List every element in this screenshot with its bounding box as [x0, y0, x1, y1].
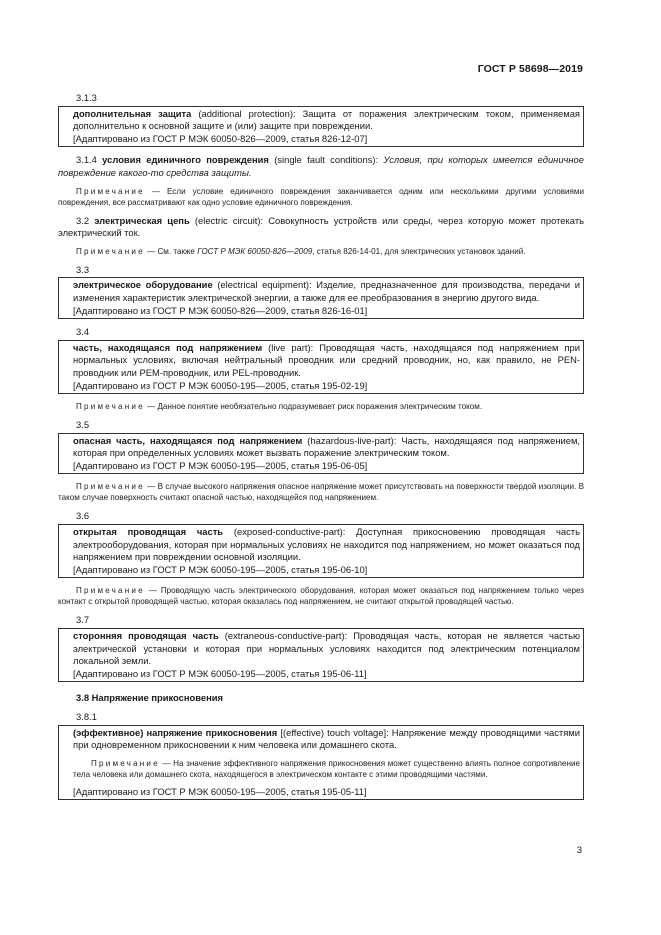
note-text: — Проводящую часть электрического оборудования, которая может оказаться под напряжением только через контакт с открытой проводящей частью, которая оказалась под напряжением, не считают открытой проводящей частью. [58, 586, 584, 607]
note-label: Примечание [76, 586, 145, 596]
term-box [58, 524, 584, 578]
note-text: , статья 826-14-01, для электрических установок зданий. [312, 246, 526, 256]
note [73, 758, 580, 780]
source-reference: [Адаптировано из ГОСТ Р МЭК 60050-195—2005, статья 195-06-11] [73, 667, 367, 679]
definition: (extraneous-conductive-part): Проводящая часть, которая не является частью электрической установки и которая при нормальных условиях находится под электрическим потенциалом локальной земли. [73, 630, 580, 667]
term: электрическая цепь [94, 214, 190, 226]
page-number: 3 [576, 845, 582, 856]
term: условия единичного повреждения [102, 154, 269, 166]
entry-number: 3.1.4 [76, 154, 97, 166]
term: открытая проводящая часть [73, 526, 224, 538]
term: опасная часть, находящаяся под напряжением [73, 434, 303, 446]
entry-number: 3.7 [76, 614, 90, 626]
note-text: — На значение эффективного напряжения прикосновения может существенно влиять полное сопротивление тела человека или домашнего скота, находящегося в электрическом контакте с этими проводящими частями. [73, 758, 580, 779]
entry-number: 3.6 [76, 510, 90, 522]
note [58, 246, 584, 257]
term-box [58, 725, 584, 801]
note [58, 401, 584, 412]
note-text: — В случае высокого напряжения опасное напряжение может присутствовать на поверхности твердой изоляции. В таком случае поверхность считают опасной частью, находящейся под напряжением. [58, 482, 584, 503]
term-paragraph [58, 154, 584, 179]
note [58, 585, 584, 607]
note-reference: ГОСТ Р МЭК 60050-826—2009 [197, 246, 313, 256]
entry-number: 3.5 [76, 419, 90, 431]
note-label: Примечание [91, 758, 160, 768]
term-box [58, 277, 584, 319]
note-text: — См. также [144, 246, 198, 256]
source-reference: [Адаптировано из ГОСТ Р МЭК 60050-826—2009, статья 826-12-07] [73, 132, 368, 144]
standard-header: ГОСТ Р 58698—2019 [477, 63, 583, 75]
definition: Условия, при которых имеется единичное повреждение какого-то средства защиты. [58, 154, 584, 178]
source-reference: [Адаптировано из ГОСТ Р МЭК 60050-195—2005, статья 195-06-10] [73, 563, 368, 575]
term-box [58, 433, 584, 475]
term-paragraph [58, 215, 584, 240]
term-box [58, 628, 584, 682]
note-label: Примечание [76, 402, 145, 412]
definition: (hazardous-live-part): Часть, находящаяся под напряжением, которая при определенных условиях может вызвать поражение электрическим током. [73, 434, 581, 459]
note [58, 186, 584, 208]
definition: (electric circuit): Совокупность устройств или среды, через которую может протекать электрический ток. [58, 214, 584, 239]
entry-number: 3.8.1 [76, 711, 97, 722]
definition: (live part): Проводящая часть, находящаяся под напряжением при нормальных условиях, включая нейтральный проводник или средний проводник, но, как правило, не PEN-проводник или PEM-проводник, или PEL-проводник. [73, 341, 580, 378]
note-text: — Если условие единичного повреждения заканчивается одним или несколькими другими условиями повреждения, все рассматривают как одно условие единичного повреждения. [58, 186, 584, 207]
source-reference: [Адаптировано из ГОСТ Р МЭК 60050-826—2009, статья 826-16-01] [73, 304, 368, 316]
note-label: Примечание [76, 482, 145, 492]
source-reference: [Адаптировано из ГОСТ Р МЭК 60050-195—2005, статья 195-02-19] [73, 379, 368, 391]
page-content [58, 92, 584, 807]
definition: (exposed-conductive-part): Доступная прикосновению проводящая часть электрооборудования, которая при нормальных условиях не находится под напряжением, но может оказаться под напряжением при повреждении основной изоляции. [73, 526, 580, 563]
term: дополнительная защита [73, 107, 192, 119]
english-term: (single fault conditions): [268, 154, 384, 166]
entry-number: 3.2 [76, 214, 90, 226]
note-label: Примечание [76, 246, 145, 256]
note-text: — Данное понятие необязательно подразумевает риск поражения электрическим током. [144, 402, 483, 412]
definition: (additional protection): Защита от поражения электрическим током, применяемая дополнительно к основной защите и (или) защите при повреждении. [73, 107, 580, 132]
entry-number: 3.4 [76, 326, 90, 338]
term-box [58, 106, 584, 148]
source-reference: [Адаптировано из ГОСТ Р МЭК 60050-195—2005, статья 195-06-05] [73, 459, 368, 471]
term-box [58, 340, 584, 394]
definition: [(effective) touch voltage]: Напряжение между проводящими частями при одновременном прикосновении к ним человека или домашнего скота. [73, 726, 580, 751]
term: сторонняя проводящая часть [73, 630, 219, 642]
section-heading: 3.8 Напряжение прикосновения [76, 692, 224, 704]
entry-number: 3.3 [76, 263, 90, 275]
note-label: Примечание [76, 186, 145, 196]
term: электрическое оборудование [73, 279, 213, 291]
source-reference: [Адаптировано из ГОСТ Р МЭК 60050-195—2005, статья 195-05-11] [73, 785, 367, 797]
note [58, 481, 584, 503]
definition: (electrical equipment): Изделие, предназначенное для производства, передачи и изменения характеристик электрической энергии, а также для ее преобразования в энергию другого вида. [73, 279, 581, 303]
term: часть, находящаяся под напряжением [73, 341, 263, 353]
entry-number: 3.1.3 [76, 92, 97, 103]
term: (эффективное) напряжение прикосновения [73, 726, 278, 738]
